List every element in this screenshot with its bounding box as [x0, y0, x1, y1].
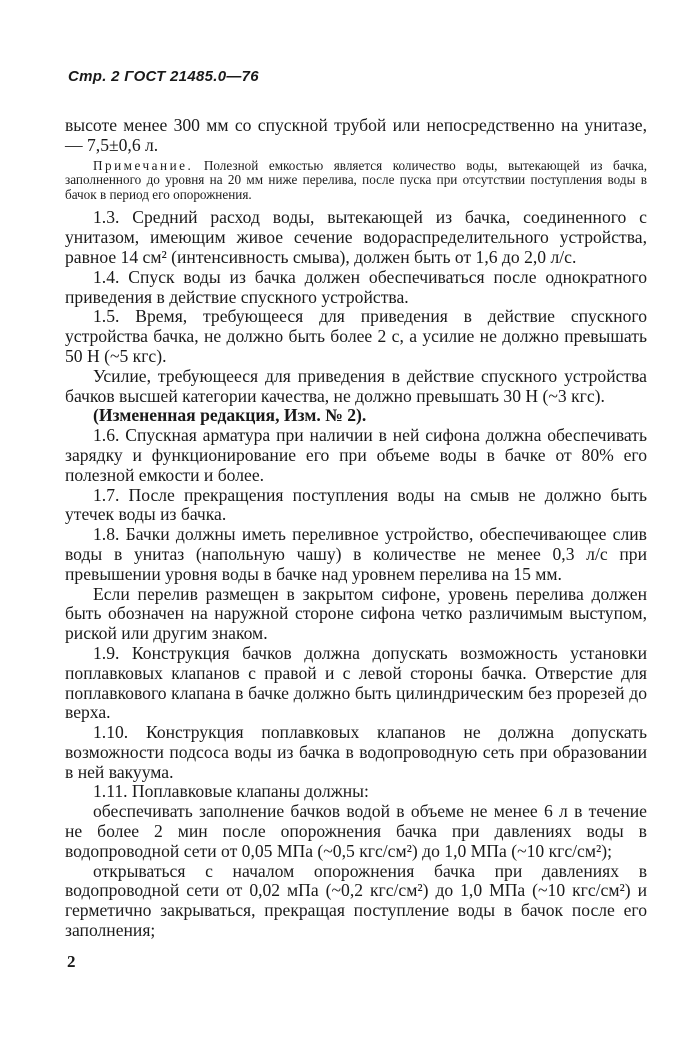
note-text: Полезной емкостью является количество воды, вытекающей из бачка, заполненного до уровня на 20 мм ниже перелива, после пуска при отсутствии поступления воды в бачок в период его опорожнения. [65, 157, 648, 202]
paragraph-continuation: высоте менее 300 мм со спускной трубой или непосредственно на унитазе, — 7,5±0,6 л. [65, 115, 647, 155]
clause-1-3: 1.3. Средний расход воды, вытекающей из бачка, соединенного с унитазом, имеющим живое сечение водораспределительного устройства, равное 14 см² (интенсивность смыва), должен быть от 1,6 до 2,0 л/с. [65, 207, 647, 267]
clause-1-8-overflow: Если перелив размещен в закрытом сифоне, уровень перелива должен быть обозначен на наружной стороне сифона четко различимым выступом, риской или другим знаком. [65, 583, 647, 644]
clause-1-6: 1.6. Спускная арматура при наличии в ней сифона должна обеспечивать зарядку и функционирование его при объеме воды в бачке от 80% его полезной емкости и более. [65, 425, 647, 485]
clause-1-5: 1.5. Время, требующееся для приведения в действие спускного устройства бачка, не должно быть более 2 с, а усилие не должно превышать 50 Н (~5 кгс). [65, 306, 647, 366]
page-number: 2 [67, 952, 76, 971]
clause-1-4: 1.4. Спуск воды из бачка должен обеспечиваться после однократного приведения в действие спускного устройства. [65, 266, 647, 307]
clause-1-11-open: открываться с началом опорожнения бачка при давлениях в водопроводной сети от 0,02 мПа (~0,2 кгс/см²) до 1,0 МПа (~10 кгс/см²) и герметично закрываться, прекращая поступление воды в бачок после его заполнения; [65, 860, 647, 941]
clause-1-11-fill: обеспечивать заполнение бачков водой в объеме не менее 6 л в течение не более 2 мин после опорожнения бачка при давлениях воды в водопроводной сети от 0,05 МПа (~0,5 кгс/см²) до 1,0 МПа (~10 кгс/см²); [65, 801, 647, 861]
clause-1-8: 1.8. Бачки должны иметь переливное устройство, обеспечивающее слив воды в унитаз (напольную чашу) в количестве не менее 0,3 л/с при превышении уровня воды в бачке над уровнем перелива на 15 мм. [65, 524, 647, 584]
clause-1-9: 1.9. Конструкция бачков должна допускать возможность установки поплавковых клапанов с правой и с левой стороны бачка. Отверстие для поплавкового клапана в бачке должно быть цилиндрическим без прорезей до верха. [65, 642, 647, 723]
page-header: Стр. 2 ГОСТ 21485.0—76 [68, 68, 259, 85]
clause-1-10: 1.10. Конструкция поплавковых клапанов не должна допускать возможности подсоса воды из бачка в водопроводную сеть при образовании в ней вакуума. [65, 722, 647, 782]
clause-1-5-force: Усилие, требующееся для приведения в действие спускного устройства бачков высшей категории качества, не должно превышать 30 Н (~3 кгс). [65, 365, 647, 406]
note-label: Примечание. [93, 157, 194, 173]
note [65, 159, 647, 203]
document-body [65, 116, 647, 941]
clause-1-7: 1.7. После прекращения поступления воды на смыв не должно быть утечек воды из бачка. [65, 484, 647, 525]
amendment-note: (Измененная редакция, Изм. № 2). [93, 405, 367, 426]
clause-1-11: 1.11. Поплавковые клапаны должны: [93, 781, 369, 802]
